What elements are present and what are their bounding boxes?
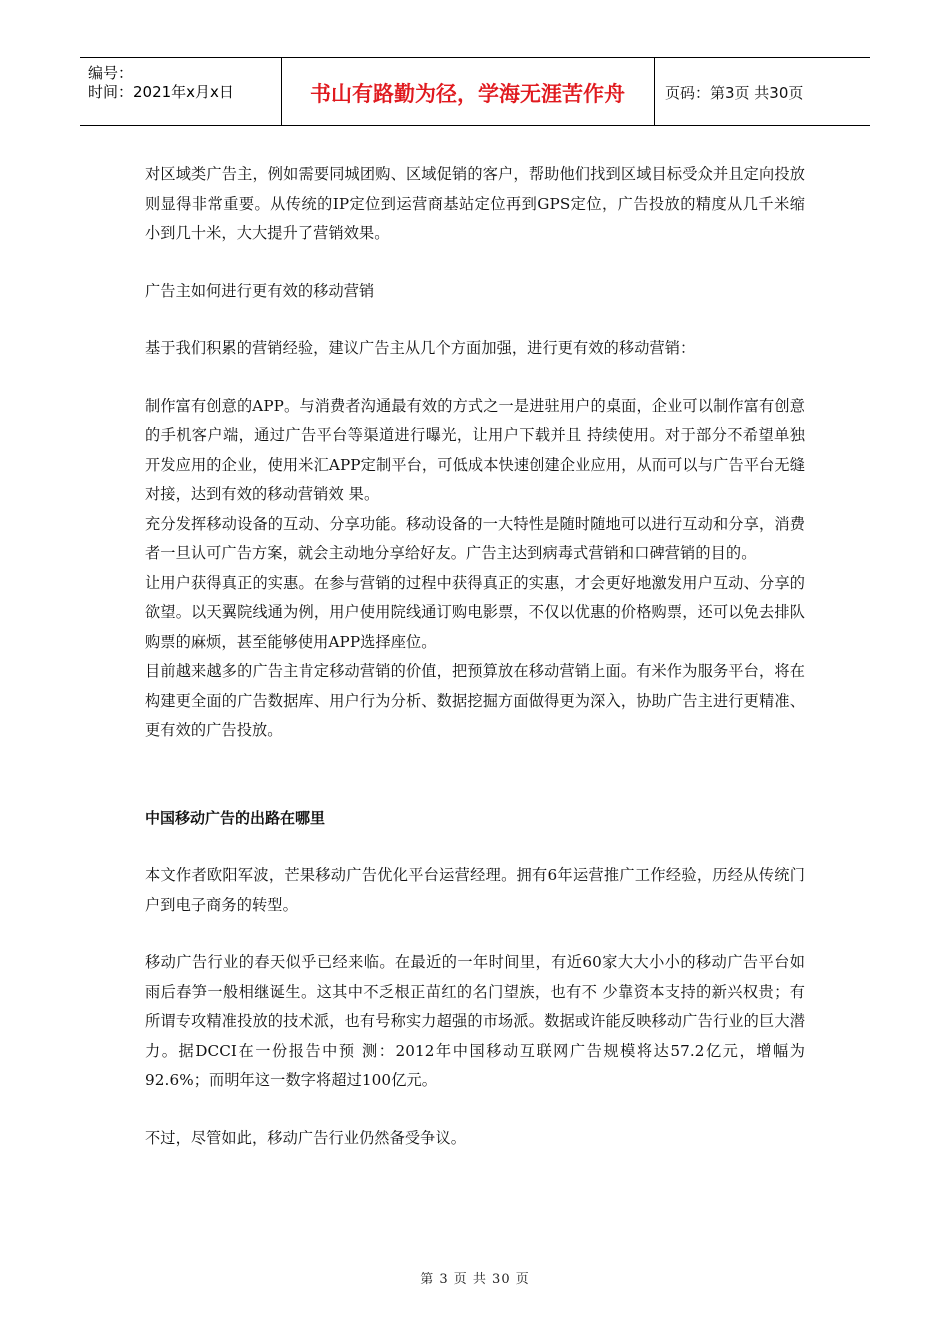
paragraph-industry: 移动广告行业的春天似乎已经来临。在最近的一年时间里，有近60家大大小小的移动广告平台如雨后春笋一般相继诞生。这其中不乏根正苗红的名门望族，也有不 少靠资本支持的新兴权贵；有所谓专攻精准投放的技术派，也有号称实力超强的市场派。数据或许能反映移动广告行业的巨大潜力。据DCCI在一份报告中预 测：2012年中国移动互联网广告规模将达57.2亿元，增幅为92.6%；而明年这一数字将超过100亿元。 bbox=[145, 953, 805, 1089]
document-number-label: 编号： bbox=[88, 64, 134, 82]
document-body bbox=[145, 160, 805, 1153]
paragraph-regional-advertisers: 对区域类广告主，例如需要同城团购、区域促销的客户，帮助他们找到区域目标受众并且定向投放则显得非常重要。从传统的IP定位到运营商基站定位再到GPS定位，广告投放的精度从几千米缩小到几十米，大大提升了营销效果。 bbox=[145, 165, 805, 242]
header-motto-cell bbox=[281, 58, 655, 125]
header-motto: 书山有路勤为径，学海无涯苦作舟 bbox=[310, 82, 625, 106]
header-page-info: 页码：第3页 共30页 bbox=[665, 84, 804, 102]
paragraph-intro: 基于我们积累的营销经验，建议广告主从几个方面加强，进行更有效的移动营销： bbox=[145, 339, 696, 357]
paragraph-subtitle: 广告主如何进行更有效的移动营销 bbox=[145, 281, 375, 300]
paragraph-benefit: 让用户获得真正的实惠。在参与营销的过程中获得真正的实惠，才会更好地激发用户互动、分享的欲望。以天翼院线通为例，用户使用院线通订购电影票，不仅以优惠的价格购票，还可以免去排队购票的麻烦，甚至能够使用APP选择座位。 bbox=[145, 573, 805, 651]
page-footer: 第 3 页 共 30 页 bbox=[420, 1272, 530, 1287]
paragraph-creative-app: 制作富有创意的APP。与消费者沟通最有效的方式之一是进驻用户的桌面，企业可以制作富有创意的手机客户端，通过广告平台等渠道进行曝光，让用户下载并且 持续使用。对于部分不希望单独开发应用的企业，使用米汇APP定制平台，可低成本快速创建企业应用，从而可以与广告平台无缝对接，达到有效的移动营销效 果。 bbox=[145, 396, 805, 503]
header-page-cell bbox=[655, 58, 870, 125]
paragraph-controversy: 不过，尽管如此，移动广告行业仍然备受争议。 bbox=[145, 1128, 467, 1147]
paragraph-share: 充分发挥移动设备的互动、分享功能。移动设备的一大特性是随时随地可以进行互动和分享，消费者一旦认可广告方案，就会主动地分享给好友。广告主达到病毒式营销和口碑营销的目的。 bbox=[145, 514, 805, 562]
section-heading: 中国移动广告的出路在哪里 bbox=[145, 808, 326, 827]
document-date-label: 时间：2021年x月x日 bbox=[88, 83, 234, 101]
paragraph-author: 本文作者欧阳军波，芒果移动广告优化平台运营经理。拥有6年运营推广工作经验，历经从传统门户到电子商务的转型。 bbox=[145, 866, 805, 914]
paragraph-value: 目前越来越多的广告主肯定移动营销的价值，把预算放在移动营销上面。有米作为服务平台，将在构建更全面的广告数据库、用户行为分析、数据挖掘方面做得更为深入，协助广告主进行更精准、更有效的广告投放。 bbox=[145, 662, 805, 739]
header-meta-cell bbox=[80, 58, 282, 125]
document-header bbox=[80, 57, 870, 126]
